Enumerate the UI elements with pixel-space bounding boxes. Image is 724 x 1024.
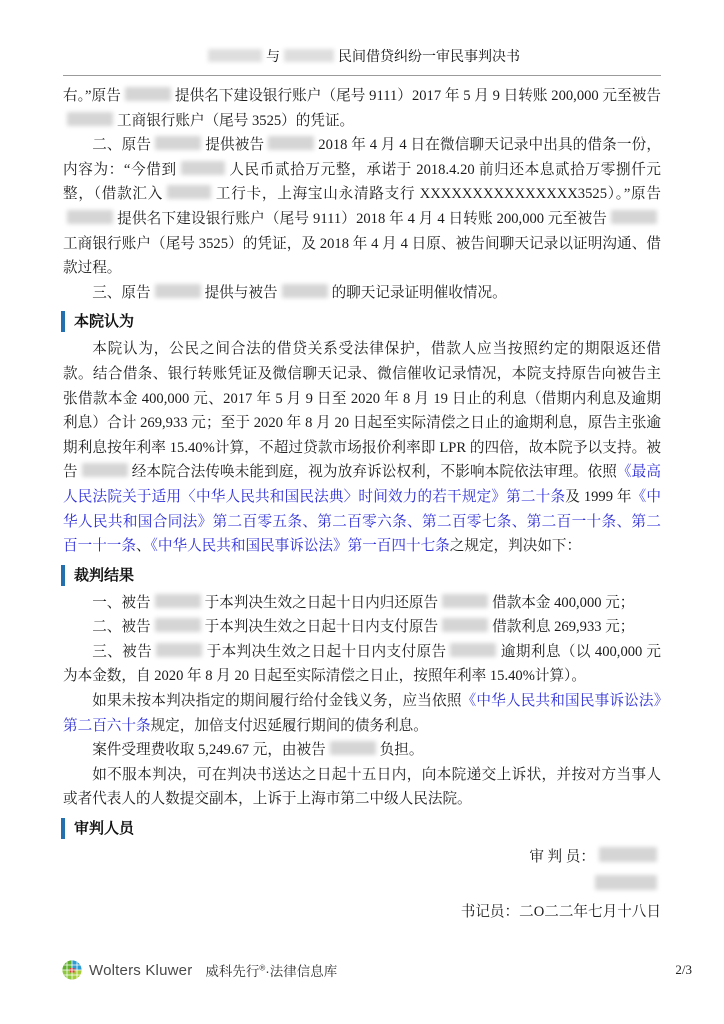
redacted-text	[67, 112, 113, 126]
signature-block	[63, 844, 661, 927]
text-run: 提供与被告	[204, 284, 278, 301]
redacted-text	[442, 618, 488, 632]
judgment-paragraph	[63, 133, 661, 281]
text-run: 一、被告	[92, 594, 151, 611]
brand-cn-text: 威科先行	[205, 964, 260, 979]
judgment-paragraph	[63, 615, 661, 640]
judgment-paragraph	[63, 84, 661, 133]
brand-separator: ·	[265, 964, 270, 979]
text-run: 如不服本判决，可在判决书送达之日起十五日内，向本院递交上诉状，并按对方当事人或者代表人的人数提交副本，上诉于上海市第二中级人民法院。	[63, 766, 661, 808]
redacted-text	[125, 87, 171, 101]
redacted-text	[442, 594, 488, 608]
text-run: 于本判决生效之日起十日内支付原告	[206, 643, 447, 660]
judgment-paragraph	[63, 281, 661, 306]
redacted-text	[82, 463, 128, 477]
text-run: 民间借贷纠纷一审民事判决书	[338, 50, 520, 65]
text-run: 右。”原告	[63, 88, 121, 104]
redacted-text	[67, 210, 113, 224]
judgment-paragraph	[63, 337, 661, 558]
text-run: 于本判决生效之日起十日内支付原告	[204, 619, 439, 636]
text-run: 于本判决生效之日起十日内归还原告	[204, 594, 439, 611]
text-run: 借款利息 269,933 元；	[492, 619, 635, 636]
brand-name-en: Wolters Kluwer	[89, 961, 193, 979]
redacted-text	[450, 643, 496, 657]
judicial-personnel-header: 审判人员	[61, 818, 661, 839]
redacted-text	[155, 594, 201, 608]
judgment-result-header: 裁判结果	[61, 565, 661, 586]
text-run: 2018 年 4 月 4 日在微信聊天记录中出具的借条一份，内容为：“今借到	[63, 137, 661, 178]
judgment-paragraph	[63, 738, 661, 763]
signature-line	[63, 844, 661, 872]
registered-mark: ®	[259, 963, 266, 973]
text-run: 二、被告	[92, 619, 151, 636]
text-run: 本院认为，公民之间合法的借贷关系受法律保护，借款人应当按照约定的期限返还借款。结合借条、银行转账凭证及微信聊天记录、微信催收记录情况，本院支持原告向被告主张借款本金 400,000 元、2017 年 5 月 9 日至 2020 年 8 月 19 日止的利息（借期内利息及逾期利息）合计 269,933 元；至于 2020 年 8 月 20 日起至实际清偿之日止的逾期利息，原告主张逾期利息按年利率 15.40%计算，不超过贷款市场报价利率即 LPR 的四倍，故本院予以支持。被告	[63, 341, 661, 481]
signature-line	[63, 899, 661, 927]
text-run: 提供被告	[205, 137, 265, 154]
text-run: 逾期利息（以 400,000 元为本金数，自 2020 年 8 月 20 日起至实际清偿之日止，按照年利率 15.40%计算）。	[63, 643, 661, 685]
text-run: 工行卡，上海宝山永清路支行 XXXXXXXXXXXXXXX3525）。”原告	[215, 186, 661, 203]
product-name: 法律信息库	[269, 964, 338, 979]
text-run: 案件受理费收取 5,249.67 元，由被告	[92, 742, 326, 759]
text-run: 人民币贰拾万元整，承诺于 2018.4.20 前归还本息贰拾万零捌仟元整，（借款汇入	[63, 161, 661, 203]
wolters-kluwer-logo-icon	[62, 960, 82, 980]
text-run: 及 1999 年	[565, 488, 632, 505]
brand-name-cn	[205, 960, 337, 980]
redacted-text	[155, 136, 201, 150]
redacted-text	[611, 210, 657, 224]
document-body	[63, 84, 661, 927]
judgment-paragraph	[63, 689, 661, 738]
statute-link[interactable]: 《中华人民共和国民事诉讼法》第一百四十七条	[150, 538, 450, 555]
redacted-text	[155, 284, 201, 298]
redacted-text	[599, 847, 657, 862]
text-run: 工商银行账户（尾号 3525）的凭证。	[117, 112, 355, 129]
text-run: 之规定，判决如下：	[449, 538, 582, 555]
text-run: 的聊天记录证明催收情况。	[331, 284, 507, 301]
redacted-text	[167, 185, 211, 199]
statute-link[interactable]: 《中华人民共和国合同法》第二百零五条、第二百零六条、第二百零七条、第二百一十条、第二百一十一条	[63, 488, 661, 555]
page-footer	[62, 960, 692, 980]
text-run: 审 判 员：	[529, 849, 595, 866]
text-run: 三、原告	[92, 284, 151, 301]
text-run: 如果未按本判决指定的期间履行给付金钱义务，应当依照	[92, 693, 462, 710]
redacted-text	[595, 875, 657, 890]
text-run: 提供名下建设银行账户（尾号 9111）2018 年 4 月 4 日转账 200,000 元至被告	[117, 210, 607, 227]
redacted-text	[330, 741, 376, 755]
text-run: 规定，加倍支付迟延履行期间的债务利息。	[150, 717, 428, 734]
page-header	[63, 46, 661, 76]
text-run: 工商银行账户（尾号 3525）的凭证，及 2018 年 4 月 4 日原、被告间聊天记录以证明沟通、借款过程。	[63, 235, 661, 277]
text-run: 二、原告	[92, 137, 152, 154]
redacted-text	[208, 49, 262, 62]
page-number: 2/3	[675, 962, 692, 977]
statute-link[interactable]: 《中华人民共和国民事诉讼法》第二百六十条	[63, 693, 661, 734]
text-run: 负担。	[379, 742, 424, 759]
text-run: 、	[135, 538, 151, 555]
text-run: 经本院合法传唤未能到庭，视为放弃诉讼权利，不影响本院依法审理。依照	[131, 464, 617, 481]
redacted-text	[284, 49, 334, 62]
redacted-text	[282, 284, 328, 298]
text-run: 提供名下建设银行账户（尾号 9111）2017 年 5 月 9 日转账 200,000 元至被告	[174, 88, 661, 104]
text-run: 借款本金 400,000 元；	[492, 594, 635, 611]
judgment-paragraph	[63, 763, 661, 812]
redacted-text	[156, 643, 202, 657]
signature-line	[63, 872, 661, 900]
text-run: 书记员：二O二二年七月十八日	[460, 904, 661, 921]
document-title	[63, 46, 661, 66]
court-opinion-header: 本院认为	[61, 311, 661, 332]
judgment-paragraph	[63, 591, 661, 616]
redacted-text	[181, 161, 225, 175]
statute-link[interactable]: 《最高人民法院关于适用〈中华人民共和国民法典〉时间效力的若干规定》第二十条	[63, 464, 661, 505]
text-run: 与	[266, 50, 280, 65]
redacted-text	[268, 136, 314, 150]
text-run: 三、被告	[92, 643, 153, 660]
judgment-paragraph	[63, 640, 661, 689]
redacted-text	[155, 618, 201, 632]
